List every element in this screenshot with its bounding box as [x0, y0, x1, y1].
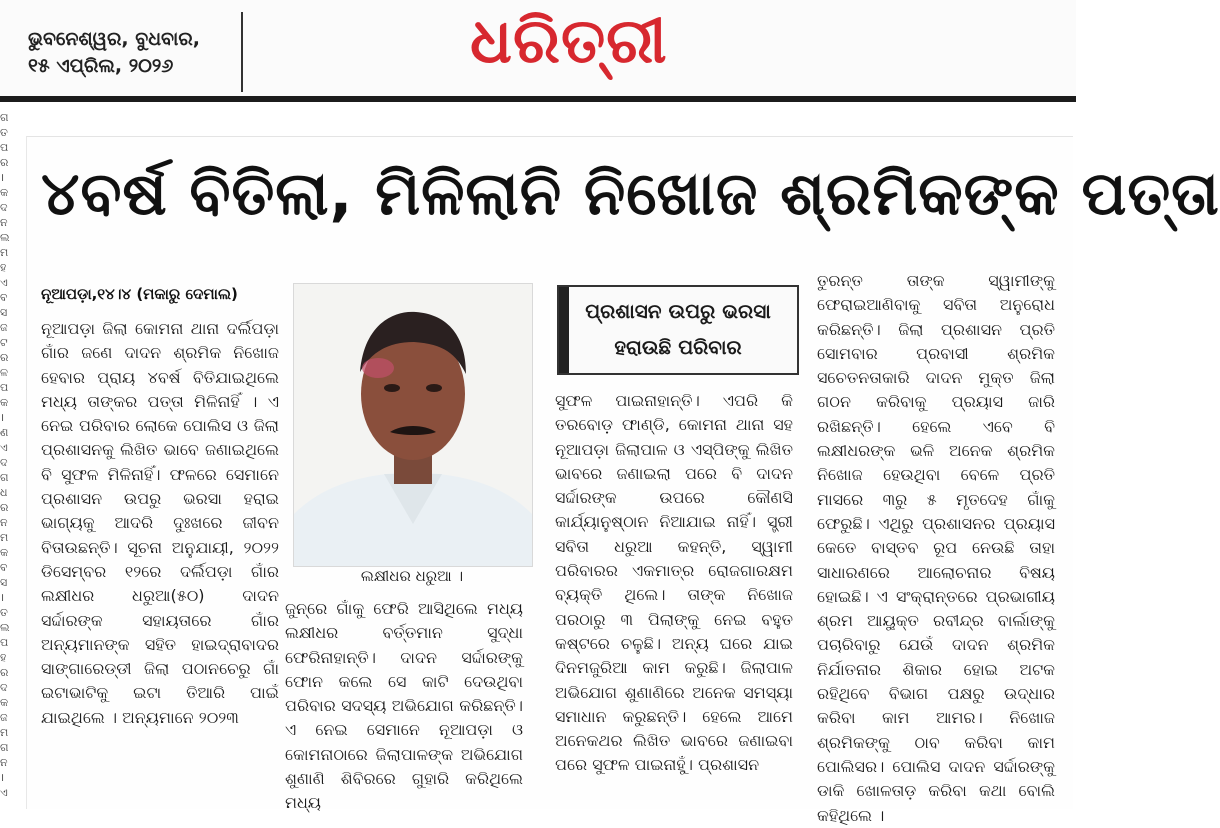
gutter-char: କ [0, 186, 9, 199]
subheading-line-1: ପ୍ରଶାସନ ଉପରୁ ଭରସା [585, 299, 771, 323]
gutter-char: ଜ [0, 711, 8, 724]
gutter-char: ନ [0, 756, 8, 769]
article-column-3 [555, 389, 793, 778]
article-subheading [557, 285, 799, 375]
gutter-char: ତ [0, 126, 8, 139]
article-column-4 [817, 269, 1055, 828]
gutter-char: କ [0, 696, 9, 709]
gutter-char: ନ [0, 216, 8, 229]
gutter-char: ଲ [0, 231, 10, 244]
gutter-char: ବ [0, 561, 8, 574]
gutter-char: । [0, 771, 5, 784]
gutter-char: ର [0, 351, 9, 364]
gutter-char: ଏ [0, 276, 8, 289]
gutter-char: ସ [0, 576, 8, 589]
gutter-char: ଟ [0, 336, 8, 349]
gutter-char: ଜ [0, 321, 8, 334]
gutter-char: ସ [0, 306, 8, 319]
gutter-char: ଧ [0, 486, 8, 499]
gutter-char: ର [0, 156, 9, 169]
gutter-char: । [0, 591, 5, 604]
person-photo [293, 283, 533, 567]
gutter-char: ବ [0, 291, 8, 304]
gutter-char: ର [0, 501, 9, 514]
portrait-image [294, 284, 532, 566]
gutter-char: ଏ [0, 786, 8, 799]
gutter-char: କ [0, 546, 9, 559]
gutter-char: ନ [0, 516, 8, 529]
gutter-char: ଗ [0, 741, 9, 754]
masthead-divider [241, 12, 243, 92]
gutter-char: ପ [0, 381, 9, 394]
gutter-char: । [0, 411, 5, 424]
article-column-2 [285, 597, 523, 816]
gutter-char: ତ [0, 606, 8, 619]
dateline [28, 26, 200, 80]
newspaper-logo: ଧରିତ୍ରୀ [470, 4, 668, 77]
newspaper-masthead [0, 0, 1076, 96]
gutter-char: ଦ [0, 681, 8, 694]
photo-caption: ଲକ୍ଷୀଧର ଧରୁଆ । [360, 567, 464, 585]
masthead-rule [0, 96, 1076, 102]
column-4-text: ତୁରନ୍ତ ତାଙ୍କ ସ୍ୱାମୀଙ୍କୁ ଫେରାଇଆଣିବାକୁ ସବିତା ଅନୁରୋଧ କରିଛନ୍ତି। ଜିଲା ପ୍ରଶାସନ ପ୍ରତି ସୋମବାର ପ୍ରବାସୀ ଶ୍ରମିକ ସଚେତନତାକାରି ଦାଦନ ମୁକ୍ତ ଜିଲା ଗଠନ କରିବାକୁ ପ୍ରୟାସ ଜାରି ରଖିଛନ୍ତି। ହେଲେ ଏବେ ବି ଲକ୍ଷୀଧରଙ୍କ ଭଳି ଅନେକ ଶ୍ରମିକ ନିଖୋଜ ହେଉଥିବା ବେଳେ ପ୍ରତି ମାସରେ ୩ରୁ ୫ ମୃତଦେହ ଗାଁକୁ ଫେରୁଛି। ଏଥିରୁ ପ୍ରଶାସନର ପ୍ରୟାସ କେତେ ବାସ୍ତବ ରୂପ ନେଉଛି ତାହା ସାଧାରଣରେ ଆଲୋଚନାର ବିଷୟ ହୋଇଛି। ଏ ସଂକ୍ରାନ୍ତରେ ପ୍ରଭାଗୀୟ ଶ୍ରମ ଆୟୁକ୍ତ ରବୀନ୍ଦ୍ର ବାର୍ଲାଙ୍କୁ ପଚାରିବାରୁ ଯେଉଁ ଦାଦନ ଶ୍ରମିକ ନିର୍ଯାତନାର ଶିକାର ହୋଇ ଅଟକ ରହିଥିବେ ବିଭାଗ ପକ୍ଷରୁ ଉଦ୍ଧାର କରିବା କାମ ଆମର। ନିଖୋଜ ଶ୍ରମିକଙ୍କୁ ଠାବ କରିବା କାମ ପୋଲିସର। ପୋଲିସ ଦାଦନ ସର୍ଦ୍ଦାରଙ୍କୁ ଡାକି ଖୋଳତାଡ଼ କରିବା କଥା ବୋଲି କହିଥିଲେ । [817, 271, 1055, 825]
article-headline: ୪ବର୍ଷ ବିତିଲା, ମିଳିଲାନି ନିଖୋଜ ଶ୍ରମିକଙ୍କ ପତ୍ତା [41, 159, 1220, 229]
article-byline: ନୂଆପଡ଼ା,୧୪।୪ (ମକାରୁ ଦେମାଲ) [41, 285, 238, 303]
gutter-char: ଏ [0, 441, 8, 454]
gutter-char: ଣ [0, 426, 9, 439]
gutter-char: ହ [0, 261, 7, 274]
gutter-char: ମ [0, 531, 9, 544]
column-1-text: ନୂଆପଡ଼ା ଜିଲା କୋମନା ଥାନା ଦର୍ଲିପଡ଼ା ଗାଁର ଜଣେ ଦାଦନ ଶ୍ରମିକ ନିଖୋଜ ହେବାର ପ୍ରାୟ ୪ବର୍ଷ ବିତିଯାଇଥିଲେ ମଧ୍ୟ ତାଙ୍କର ପତ୍ତା ମିଳିନାହିଁ । ଏ ନେଇ ପରିବାର ଲୋକେ ପୋଲିସ ଓ ଜିଲା ପ୍ରଶାସନକୁ ଲିଖିତ ଭାବେ ଜଣାଇଥିଲେ ବି ସୁଫଳ ମିଳିନାହିଁ। ଫଳରେ ସେମାନେ ପ୍ରଶାସନ ଉପରୁ ଭରସା ହରାଇ ଭାଗ୍ୟକୁ ଆଦରି ଦୁଃଖରେ ଜୀବନ ବିତାଉଛନ୍ତି। ସୂଚନା ଅନୁଯାୟୀ, ୨୦୨୨ ଡିସେମ୍ବର ୧୨ରେ ଦର୍ଲିପଡ଼ା ଗାଁର ଲକ୍ଷୀଧର ଧରୁଆ(୫୦) ଦାଦନ ସର୍ଦ୍ଦାରଙ୍କ ସହାୟତାରେ ଗାଁର ଅନ୍ୟମାନଙ୍କ ସହିତ ହାଇଦ୍ରାବାଦର ସାଙ୍ଗାରେଡ୍ଡୀ ଜିଲା ପଠାନଚେରୁ ଗାଁ ଇଟାଭାଟିକୁ ଇଟା ତିଆରି ପାଇଁ ଯାଇଥିଲେ । ଅନ୍ୟମାନେ ୨୦୨୩ [41, 319, 279, 727]
subheading-line-2: ହରାଉଛି ପରିବାର [614, 335, 742, 359]
news-article [26, 136, 1220, 825]
gutter-char: ହ [0, 651, 7, 664]
gutter-char: ପ [0, 141, 9, 154]
gutter-char: ଳ [0, 366, 8, 379]
column-2-text: ଜୁନ୍‌ରେ ଗାଁକୁ ଫେରି ଆସିଥିଲେ ମଧ୍ୟ ଲକ୍ଷୀଧର ବର୍ତ୍ତମାନ ସୁଦ୍ଧା ଫେରିନାହାନ୍ତି। ଦାଦନ ସର୍ଦ୍ଦାରଙ୍କୁ ଫୋନ କଲେ ସେ କାଟି ଦେଉଥିବା ପରିବାର ସଦସ୍ୟ ଅଭିଯୋଗ କରିଛନ୍ତି। ଏ ନେଇ ସେମାନେ ନୂଆପଡ଼ା ଓ କୋମନାଠାରେ ଜିଲାପାଳଙ୍କ ଅଭିଯୋଗ ଶୁଣାଣି ଶିବିରରେ ଗୁହାରି କରିଥିଲେ ମଧ୍ୟ [285, 599, 523, 813]
gutter-char: । [0, 171, 5, 184]
gutter-char: ର [0, 666, 9, 679]
gutter-char: ପ [0, 636, 9, 649]
gutter-char: ଗ [0, 471, 9, 484]
gutter-char: ଦ [0, 456, 8, 469]
gutter-char: ମ [0, 726, 9, 739]
gutter-char: ଦ [0, 201, 8, 214]
gutter-char: ଗ [0, 111, 9, 124]
date-line-1: ଭୁବନେଶ୍ୱର, ବୁଧବାର, [28, 28, 200, 50]
gutter-char: ମ [0, 246, 9, 259]
date-line-2: ୧୫ ଏପ୍ରିଲ, ୨୦୨୬ [28, 55, 174, 77]
subheading-accent-bar [559, 287, 569, 373]
column-3-text: ସୁଫଳ ପାଇନାହାନ୍ତି। ଏପରି କି ତରବୋଡ଼ ଫାଣ୍ଡି, କୋମନା ଥାନା ସହ ନୂଆପଡ଼ା ଜିଲାପାଳ ଓ ଏସ୍‌ପିଙ୍କୁ ଲିଖିତ ଭାବରେ ଜଣାଇଲା ପରେ ବି ଦାଦନ ସର୍ଦ୍ଦାରଙ୍କ ଉପରେ କୌଣସି କାର୍ଯ୍ୟାନୁଷ୍ଠାନ ନିଆଯାଇ ନାହିଁ। ସ୍ତ୍ରୀ ସବିତା ଧରୁଆ କହନ୍ତି, ସ୍ୱାମୀ ପରିବାରର ଏକମାତ୍ର ରୋଜଗାରକ୍ଷମ ବ୍ୟକ୍ତି ଥିଲେ। ତାଙ୍କ ନିଖୋଜ ପରଠାରୁ ୩ ପିଲାଙ୍କୁ ନେଇ ବହୁତ କଷ୍ଟରେ ଚଳୁଛି। ଅନ୍ୟ ଘରେ ଯାଇ ଦିନମଜୁରିଆ କାମ କରୁଛି। ଜିଲାପାଳ ଅଭିଯୋଗ ଶୁଣାଣିରେ ଅନେକ ସମସ୍ୟା ସମାଧାନ କରୁଛନ୍ତି। ହେଲେ ଆମେ ଅନେକଥର ଲିଖିତ ଭାବରେ ଜଣାଇବା ପରେ ସୁଫଳ ପାଇନାହୁଁ। ପ୍ରଶାସନ [555, 391, 793, 775]
article-column-1 [41, 317, 279, 730]
gutter-char: ଲ [0, 621, 10, 634]
gutter-char: କ [0, 396, 9, 409]
adjacent-column-fragment [0, 110, 20, 810]
